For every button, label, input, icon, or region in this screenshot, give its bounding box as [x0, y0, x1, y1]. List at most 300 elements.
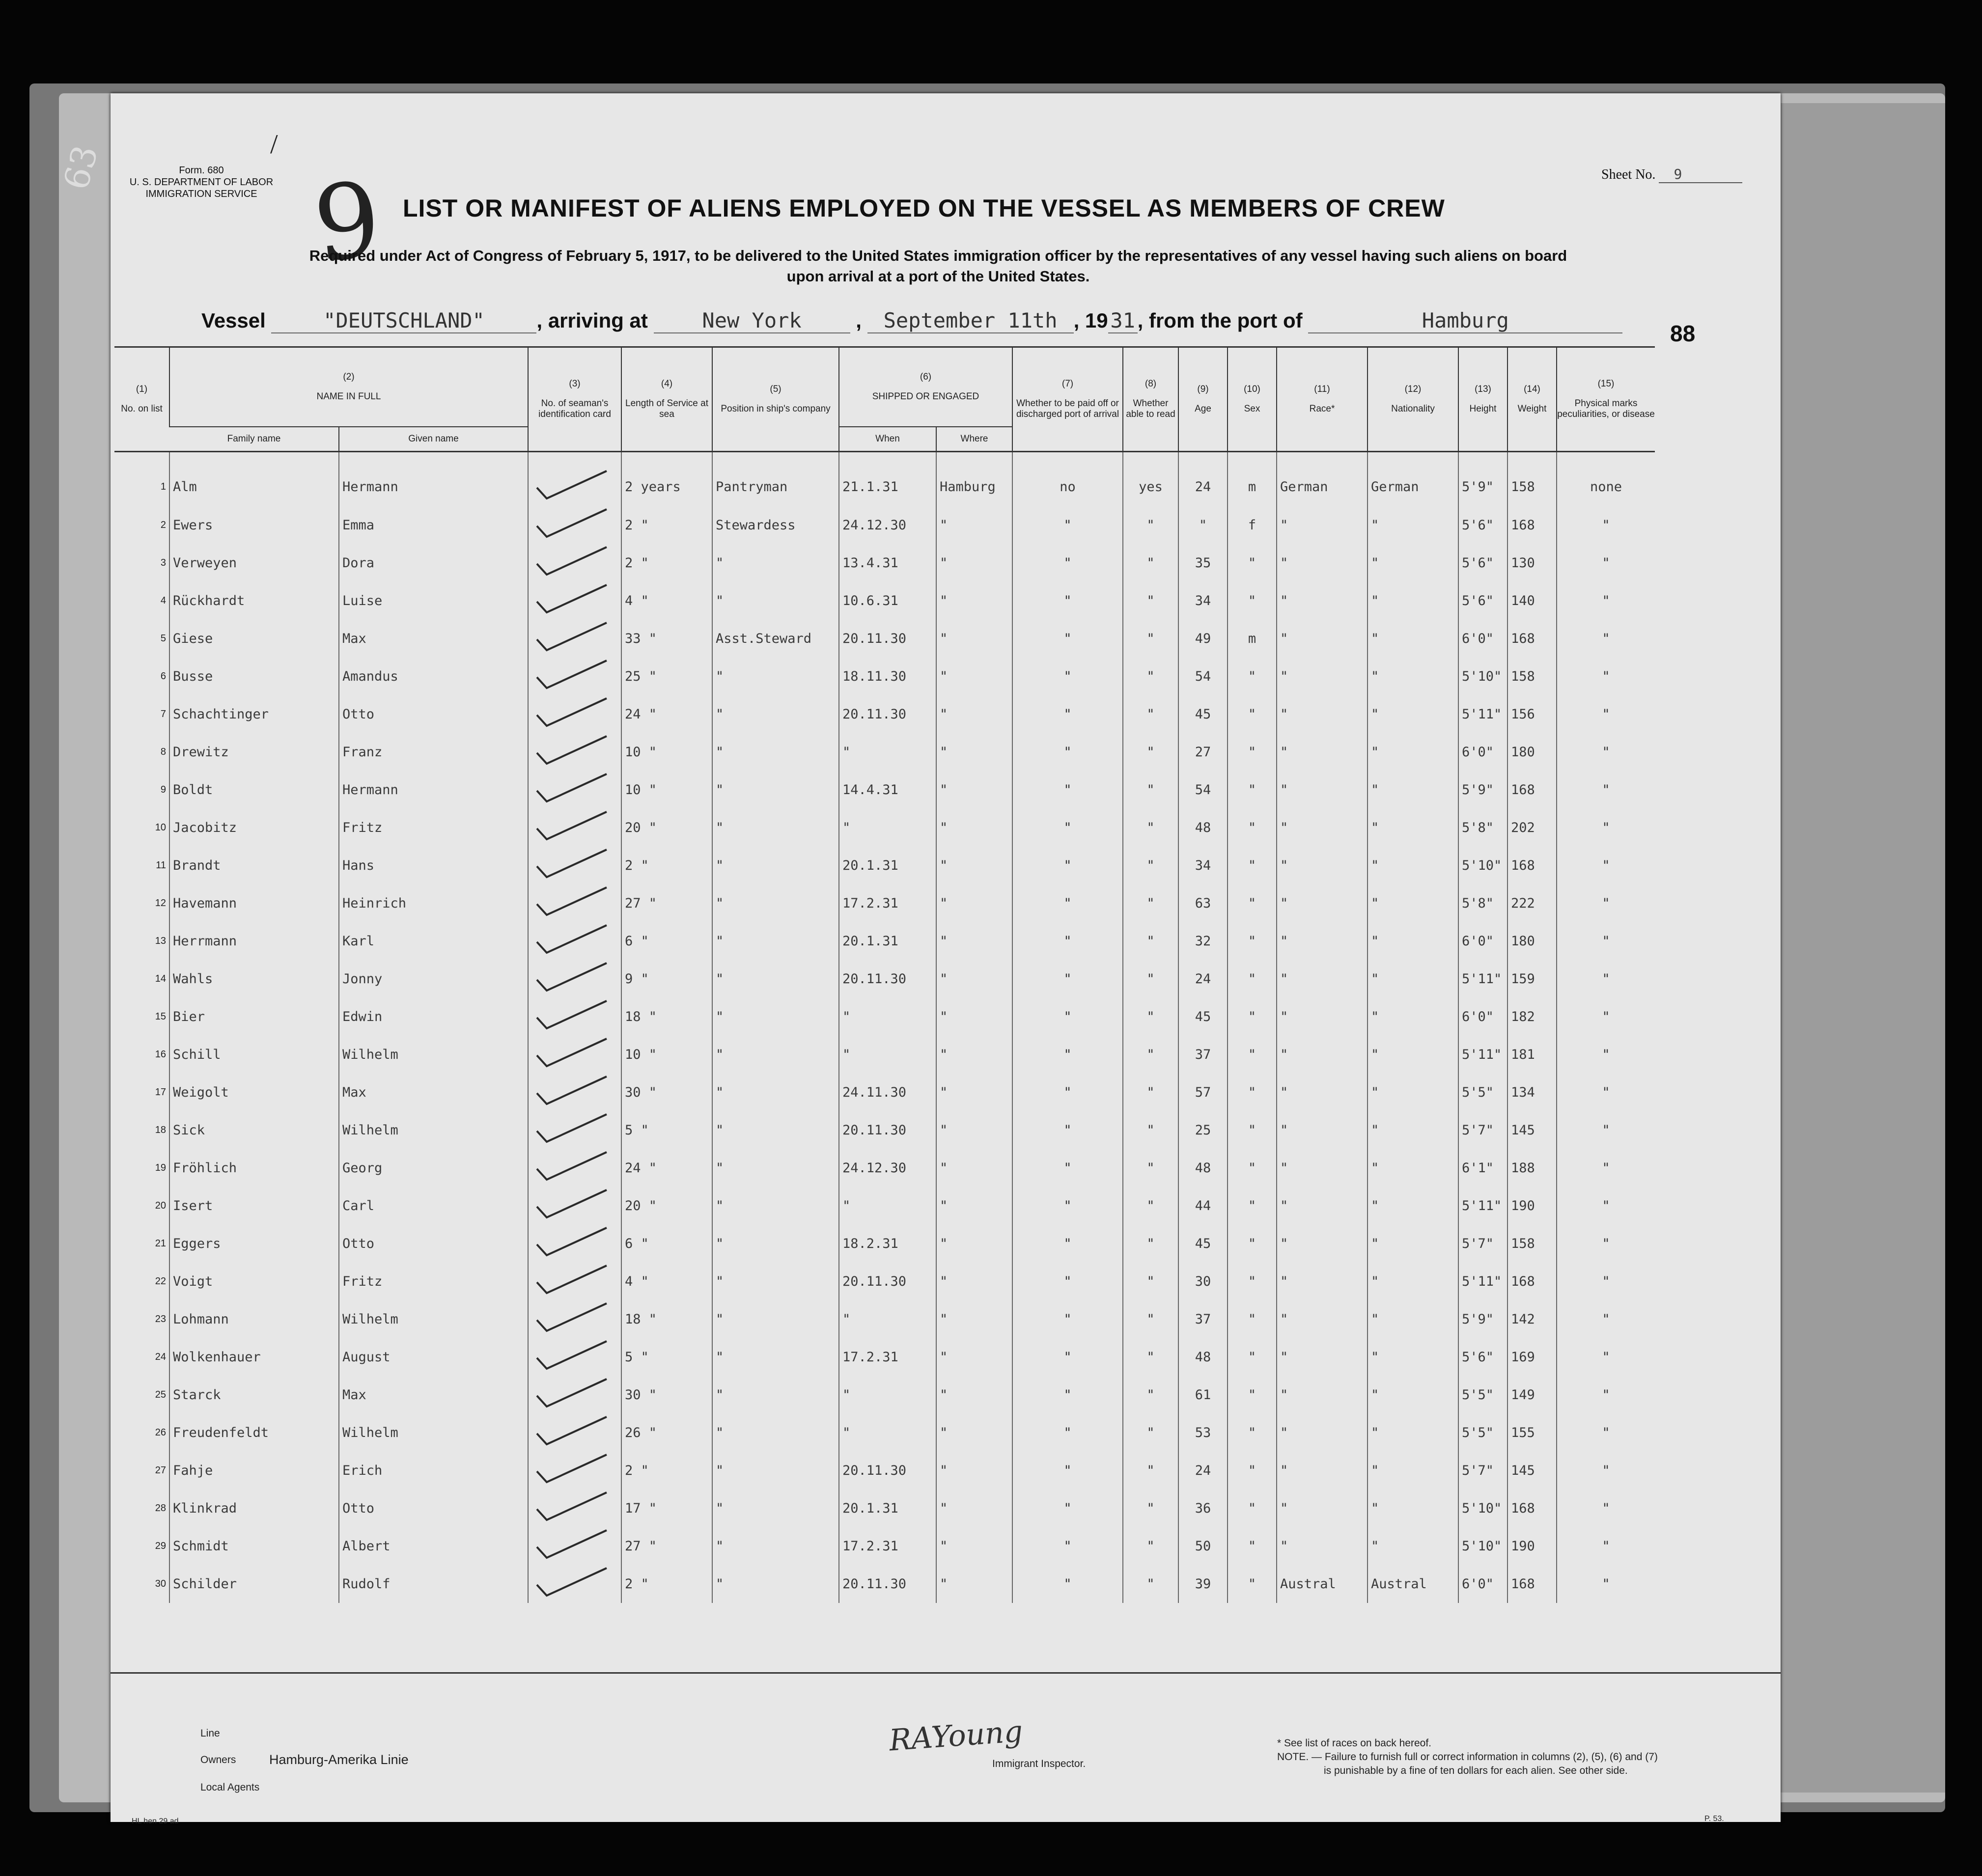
service-length: 2 " [621, 1565, 712, 1603]
shipped-when: " [839, 1300, 936, 1338]
id-card-check [528, 582, 621, 620]
shipped-when: " [839, 998, 936, 1036]
able-to-read: " [1123, 771, 1178, 809]
able-to-read: " [1123, 658, 1178, 695]
shipped-where: " [936, 998, 1012, 1036]
paid-off: " [1012, 544, 1123, 582]
col-race-header: (11) Race* [1277, 347, 1368, 452]
paid-off: " [1012, 1338, 1123, 1376]
check-mark-icon [533, 1565, 616, 1600]
family-name: Rückhardt [169, 582, 339, 620]
given-name: Georg [339, 1149, 528, 1187]
row-number: 14 [155, 973, 166, 984]
age: 32 [1178, 922, 1228, 960]
table-body [114, 452, 1655, 1603]
age: 24 [1178, 452, 1228, 507]
weight: 156 [1507, 695, 1557, 733]
family-name: Drewitz [169, 733, 339, 771]
given-name: Luise [339, 582, 528, 620]
height: 5'7" [1458, 1225, 1507, 1263]
nationality: " [1368, 884, 1458, 922]
service-length: 30 " [621, 1074, 712, 1111]
check-mark-icon [533, 1111, 616, 1146]
sex: " [1228, 733, 1277, 771]
race: " [1277, 884, 1368, 922]
physical-marks: " [1557, 1527, 1655, 1565]
crew-table [114, 346, 1655, 1603]
id-card-check [528, 998, 621, 1036]
race: " [1277, 1376, 1368, 1414]
shipped-when: " [839, 1036, 936, 1074]
check-mark-icon [533, 998, 616, 1032]
given-name: Karl [339, 922, 528, 960]
id-card-check [528, 1338, 621, 1376]
height: 5'9" [1458, 1300, 1507, 1338]
height: 5'8" [1458, 884, 1507, 922]
table-row [114, 1452, 1655, 1490]
paid-off: " [1012, 620, 1123, 658]
paid-off: " [1012, 1565, 1123, 1603]
margin-note: 63 [56, 141, 106, 194]
race: " [1277, 1338, 1368, 1376]
shipped-where: " [936, 1036, 1012, 1074]
id-card-check [528, 771, 621, 809]
height: 5'11" [1458, 960, 1507, 998]
id-card-check [528, 1187, 621, 1225]
shipped-where: " [936, 847, 1012, 884]
paid-off: " [1012, 960, 1123, 998]
position: " [712, 1527, 839, 1565]
col-age-header: (9) Age [1178, 347, 1228, 452]
race: " [1277, 809, 1368, 847]
shipped-when: " [839, 1414, 936, 1452]
position: " [712, 544, 839, 582]
check-mark-icon [533, 544, 616, 579]
shipped-where: " [936, 1338, 1012, 1376]
race: " [1277, 922, 1368, 960]
sex: " [1228, 922, 1277, 960]
weight: 142 [1507, 1300, 1557, 1338]
weight: 168 [1507, 1263, 1557, 1300]
shipped-where: " [936, 771, 1012, 809]
race: " [1277, 1414, 1368, 1452]
family-name: Herrmann [169, 922, 339, 960]
position: " [712, 1565, 839, 1603]
shipped-when: 20.11.30 [839, 960, 936, 998]
family-name: Havemann [169, 884, 339, 922]
shipped-when: 21.1.31 [839, 452, 936, 507]
nationality: " [1368, 1452, 1458, 1490]
service-length: 6 " [621, 922, 712, 960]
check-mark-icon [533, 809, 616, 843]
sex: " [1228, 1074, 1277, 1111]
nationality: " [1368, 1036, 1458, 1074]
sex: " [1228, 1414, 1277, 1452]
race: " [1277, 506, 1368, 544]
shipped-when: 20.1.31 [839, 1490, 936, 1527]
physical-marks: " [1557, 998, 1655, 1036]
family-name: Sick [169, 1111, 339, 1149]
position: " [712, 960, 839, 998]
given-name: Hermann [339, 771, 528, 809]
table-row [114, 1490, 1655, 1527]
table-row [114, 960, 1655, 998]
race: " [1277, 1225, 1368, 1263]
col-id-card-header: (3) No. of seaman's identification card [528, 347, 621, 452]
family-name: Schilder [169, 1565, 339, 1603]
form-block [113, 165, 290, 200]
arriving-label: , arriving at [536, 309, 648, 332]
table-row [114, 695, 1655, 733]
row-number: 26 [155, 1427, 166, 1438]
age: 36 [1178, 1490, 1228, 1527]
shipped-when: 20.1.31 [839, 922, 936, 960]
table-row [114, 922, 1655, 960]
paid-off: " [1012, 1263, 1123, 1300]
able-to-read: " [1123, 1300, 1178, 1338]
line-label: Line [200, 1728, 220, 1739]
nationality: " [1368, 506, 1458, 544]
id-card-check [528, 1565, 621, 1603]
service-length: 18 " [621, 1300, 712, 1338]
able-to-read: " [1123, 1225, 1178, 1263]
top-mark: / [270, 129, 278, 160]
shipped-where: " [936, 1300, 1012, 1338]
height: 5'6" [1458, 1338, 1507, 1376]
weight: 158 [1507, 658, 1557, 695]
family-name: Starck [169, 1376, 339, 1414]
row-number: 28 [155, 1503, 166, 1514]
sex: " [1228, 1565, 1277, 1603]
id-card-check [528, 1036, 621, 1074]
height: 5'10" [1458, 1490, 1507, 1527]
row-number: 19 [155, 1162, 166, 1173]
position: " [712, 1490, 839, 1527]
family-name: Lohmann [169, 1300, 339, 1338]
given-name: August [339, 1338, 528, 1376]
age: 49 [1178, 620, 1228, 658]
able-to-read: " [1123, 1376, 1178, 1414]
check-mark-icon [533, 620, 616, 654]
age: 24 [1178, 1452, 1228, 1490]
service-length: 2 years [621, 452, 712, 507]
id-card-check [528, 620, 621, 658]
able-to-read: " [1123, 1565, 1178, 1603]
sex: f [1228, 506, 1277, 544]
physical-marks: " [1557, 1074, 1655, 1111]
sex: " [1228, 1111, 1277, 1149]
print-code: HL hen 29 ad [132, 1817, 179, 1825]
sex: " [1228, 1490, 1277, 1527]
able-to-read: " [1123, 922, 1178, 960]
height: 5'10" [1458, 1527, 1507, 1565]
height: 6'0" [1458, 1565, 1507, 1603]
paid-off: " [1012, 1300, 1123, 1338]
shipped-where: Hamburg [936, 452, 1012, 507]
position: " [712, 1414, 839, 1452]
handwritten-number: 9 [308, 159, 387, 286]
family-name: Ewers [169, 506, 339, 544]
physical-marks: " [1557, 582, 1655, 620]
physical-marks: " [1557, 884, 1655, 922]
height: 5'10" [1458, 658, 1507, 695]
id-card-check [528, 695, 621, 733]
service-length: 4 " [621, 582, 712, 620]
age: 45 [1178, 998, 1228, 1036]
shipped-where: " [936, 1490, 1012, 1527]
given-name: Otto [339, 1225, 528, 1263]
physical-marks: " [1557, 620, 1655, 658]
shipped-where: " [936, 884, 1012, 922]
id-card-check [528, 1074, 621, 1111]
col-shipped-header: (6) SHIPPED OR ENGAGED [839, 347, 1012, 427]
id-card-check [528, 1300, 621, 1338]
family-name: Bier [169, 998, 339, 1036]
family-name: Wahls [169, 960, 339, 998]
position: " [712, 1149, 839, 1187]
shipped-where: " [936, 809, 1012, 847]
arrival-port: New York [654, 308, 850, 333]
sex: " [1228, 884, 1277, 922]
physical-marks: " [1557, 1111, 1655, 1149]
able-to-read: " [1123, 1338, 1178, 1376]
nationality: " [1368, 1527, 1458, 1565]
shipped-when: 18.2.31 [839, 1225, 936, 1263]
race: " [1277, 1149, 1368, 1187]
given-name: Erich [339, 1452, 528, 1490]
table-row [114, 1111, 1655, 1149]
family-name: Busse [169, 658, 339, 695]
page-code: P. 53. [1704, 1815, 1724, 1823]
table-row [114, 1300, 1655, 1338]
id-card-check [528, 1490, 621, 1527]
col-position-header: (5) Position in ship's company [712, 347, 839, 452]
col-nationality-header: (12) Nationality [1368, 347, 1458, 452]
check-mark-icon [533, 1263, 616, 1297]
paid-off: " [1012, 1490, 1123, 1527]
paid-off: " [1012, 1074, 1123, 1111]
service-length: 6 " [621, 1225, 712, 1263]
check-mark-icon [533, 884, 616, 919]
height: 5'9" [1458, 771, 1507, 809]
table-header [114, 347, 1655, 452]
table-row [114, 1036, 1655, 1074]
service-length: 5 " [621, 1111, 712, 1149]
row-number: 21 [155, 1238, 166, 1249]
age: 48 [1178, 1149, 1228, 1187]
shipped-where: " [936, 1074, 1012, 1111]
shipped-when: 20.11.30 [839, 1263, 936, 1300]
check-mark-icon [533, 468, 616, 502]
given-name: Franz [339, 733, 528, 771]
age: 37 [1178, 1036, 1228, 1074]
family-name: Boldt [169, 771, 339, 809]
id-card-check [528, 1527, 621, 1565]
position: " [712, 695, 839, 733]
position: " [712, 884, 839, 922]
shipped-when: 10.6.31 [839, 582, 936, 620]
row-number: 27 [155, 1465, 166, 1476]
shipped-when: 24.11.30 [839, 1074, 936, 1111]
check-mark-icon [533, 771, 616, 805]
nationality: " [1368, 1414, 1458, 1452]
able-to-read: " [1123, 884, 1178, 922]
page-subtitle [196, 246, 1680, 287]
sex: m [1228, 620, 1277, 658]
height: 6'0" [1458, 620, 1507, 658]
shipped-where: " [936, 506, 1012, 544]
service-length: 20 " [621, 1187, 712, 1225]
shipped-where: " [936, 1187, 1012, 1225]
height: 5'11" [1458, 1263, 1507, 1300]
service-length: 2 " [621, 544, 712, 582]
race: " [1277, 1527, 1368, 1565]
able-to-read: " [1123, 733, 1178, 771]
height: 5'5" [1458, 1074, 1507, 1111]
table-row [114, 506, 1655, 544]
row-number: 17 [155, 1087, 166, 1098]
able-to-read: " [1123, 544, 1178, 582]
physical-marks: " [1557, 658, 1655, 695]
family-name: Weigolt [169, 1074, 339, 1111]
able-to-read: " [1123, 1036, 1178, 1074]
given-name: Emma [339, 506, 528, 544]
check-mark-icon [533, 922, 616, 957]
nationality: " [1368, 1225, 1458, 1263]
family-name: Wolkenhauer [169, 1338, 339, 1376]
age: 25 [1178, 1111, 1228, 1149]
shipped-where: " [936, 1111, 1012, 1149]
given-name: Amandus [339, 658, 528, 695]
nationality: " [1368, 1300, 1458, 1338]
service-length: 24 " [621, 1149, 712, 1187]
family-name: Voigt [169, 1263, 339, 1300]
given-name: Heinrich [339, 884, 528, 922]
shipped-when: 17.2.31 [839, 1338, 936, 1376]
shipped-where: " [936, 1149, 1012, 1187]
position: " [712, 582, 839, 620]
weight: 190 [1507, 1527, 1557, 1565]
age: " [1178, 506, 1228, 544]
weight: 140 [1507, 582, 1557, 620]
row-number: 2 [160, 520, 166, 530]
id-card-check [528, 960, 621, 998]
able-to-read: " [1123, 847, 1178, 884]
shipped-where: " [936, 582, 1012, 620]
height: 5'6" [1458, 582, 1507, 620]
race: " [1277, 1187, 1368, 1225]
nationality: " [1368, 960, 1458, 998]
service-length: 27 " [621, 1527, 712, 1565]
shipped-when: 20.11.30 [839, 620, 936, 658]
check-mark-icon [533, 1149, 616, 1184]
table-row [114, 658, 1655, 695]
shipped-where: " [936, 1414, 1012, 1452]
given-name: Wilhelm [339, 1414, 528, 1452]
row-number: 1 [160, 481, 166, 492]
position: Stewardess [712, 506, 839, 544]
shipped-where: " [936, 1527, 1012, 1565]
position: " [712, 1225, 839, 1263]
weight: 159 [1507, 960, 1557, 998]
nationality: " [1368, 733, 1458, 771]
shipped-where: " [936, 658, 1012, 695]
race: Austral [1277, 1565, 1368, 1603]
paid-off: " [1012, 1452, 1123, 1490]
able-to-read: " [1123, 620, 1178, 658]
shipped-when: 17.2.31 [839, 1527, 936, 1565]
weight: 181 [1507, 1036, 1557, 1074]
service-length: 26 " [621, 1414, 712, 1452]
id-card-check [528, 658, 621, 695]
nationality: " [1368, 620, 1458, 658]
sex: " [1228, 1527, 1277, 1565]
row-number: 13 [155, 936, 166, 946]
paid-off: " [1012, 1527, 1123, 1565]
able-to-read: " [1123, 1187, 1178, 1225]
check-mark-icon [533, 658, 616, 692]
service-length: 30 " [621, 1376, 712, 1414]
table-row [114, 582, 1655, 620]
race: " [1277, 582, 1368, 620]
position: " [712, 658, 839, 695]
paid-off: " [1012, 1036, 1123, 1074]
position: " [712, 922, 839, 960]
race: " [1277, 847, 1368, 884]
race: " [1277, 544, 1368, 582]
given-name: Fritz [339, 809, 528, 847]
nationality: " [1368, 1263, 1458, 1300]
races-note: * See list of races on back hereof. [1277, 1738, 1432, 1749]
paid-off: no [1012, 452, 1123, 507]
id-card-check [528, 1263, 621, 1300]
sex: " [1228, 771, 1277, 809]
family-name: Jacobitz [169, 809, 339, 847]
paid-off: " [1012, 506, 1123, 544]
physical-marks: " [1557, 1490, 1655, 1527]
row-number: 12 [155, 898, 166, 909]
height: 5'11" [1458, 695, 1507, 733]
race: " [1277, 1036, 1368, 1074]
table-row [114, 1187, 1655, 1225]
paid-off: " [1012, 998, 1123, 1036]
sex: " [1228, 658, 1277, 695]
position: " [712, 1263, 839, 1300]
table-row [114, 1225, 1655, 1263]
shipped-when: 20.11.30 [839, 695, 936, 733]
height: 5'9" [1458, 452, 1507, 507]
given-name: Otto [339, 695, 528, 733]
shipped-when: 20.11.30 [839, 1565, 936, 1603]
check-mark-icon [533, 1414, 616, 1448]
table-row [114, 1074, 1655, 1111]
service-length: 25 " [621, 658, 712, 695]
paid-off: " [1012, 1225, 1123, 1263]
weight: 130 [1507, 544, 1557, 582]
paid-off: " [1012, 1187, 1123, 1225]
id-card-check [528, 733, 621, 771]
position: " [712, 847, 839, 884]
weight: 168 [1507, 1490, 1557, 1527]
sheet-label: Sheet No. [1601, 167, 1656, 182]
sex: " [1228, 1452, 1277, 1490]
nationality: " [1368, 1338, 1458, 1376]
service-length: 20 " [621, 809, 712, 847]
shipped-where: " [936, 1225, 1012, 1263]
position: " [712, 733, 839, 771]
check-mark-icon [533, 695, 616, 730]
given-name: Carl [339, 1187, 528, 1225]
